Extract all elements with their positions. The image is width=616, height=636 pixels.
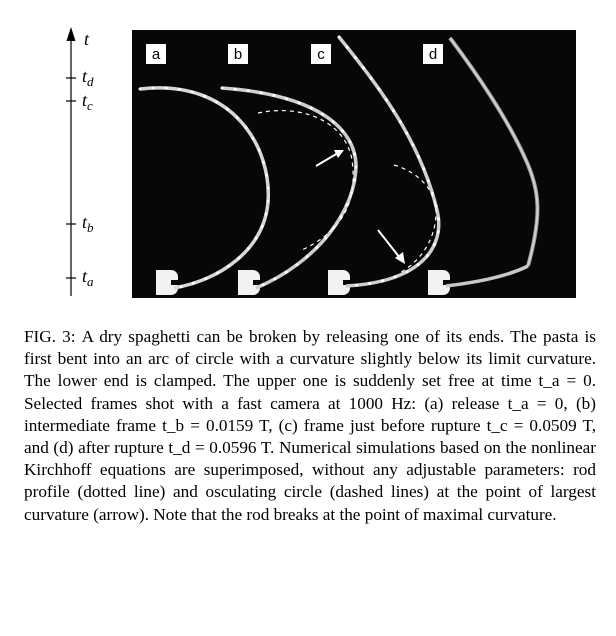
tick-label-ta: $t_a$ [82,266,94,289]
time-axis [66,27,94,296]
time-axis-label: t [84,29,90,49]
panel-label-a: a [151,46,161,63]
tick-label-tb: $t_b$ [82,212,94,235]
panel-label-b: b [233,46,243,63]
panel-label-d: d [428,46,438,63]
figure-caption-text: A dry spaghetti can be broken by releasing one of its ends. The pasta is first bent into an arc of circle with a curvature slightly below its limit curvature. The lower end is clamped. The upper one is suddenly set free at time t_a = 0. Selected frames shot with a fast camera at 1000 Hz: (a) release t_a = 0, (b) intermediate frame t_b = 0.0159 T, (c) frame just before rupture t_c = 0.0509 T, and (d) after rupture t_d = 0.0596 T. Numerical simulations based on the nonlinear Kirchhoff equations are superimposed, without any adjustable parameters: rod profile (dotted line) and osculating circle (dashed lines) at the point of largest curvature (arrow). Note that the rod breaks at the point of maximal curvature. [24,327,596,524]
tick-label-td: $t_d$ [82,66,94,89]
tick-label-tc: $t_c$ [82,90,93,113]
figure-caption-label: FIG. 3: [24,327,76,346]
figure-3 [0,0,616,310]
photo-panel [132,30,576,298]
panel-label-c: c [317,46,325,63]
figure-caption [24,326,596,526]
